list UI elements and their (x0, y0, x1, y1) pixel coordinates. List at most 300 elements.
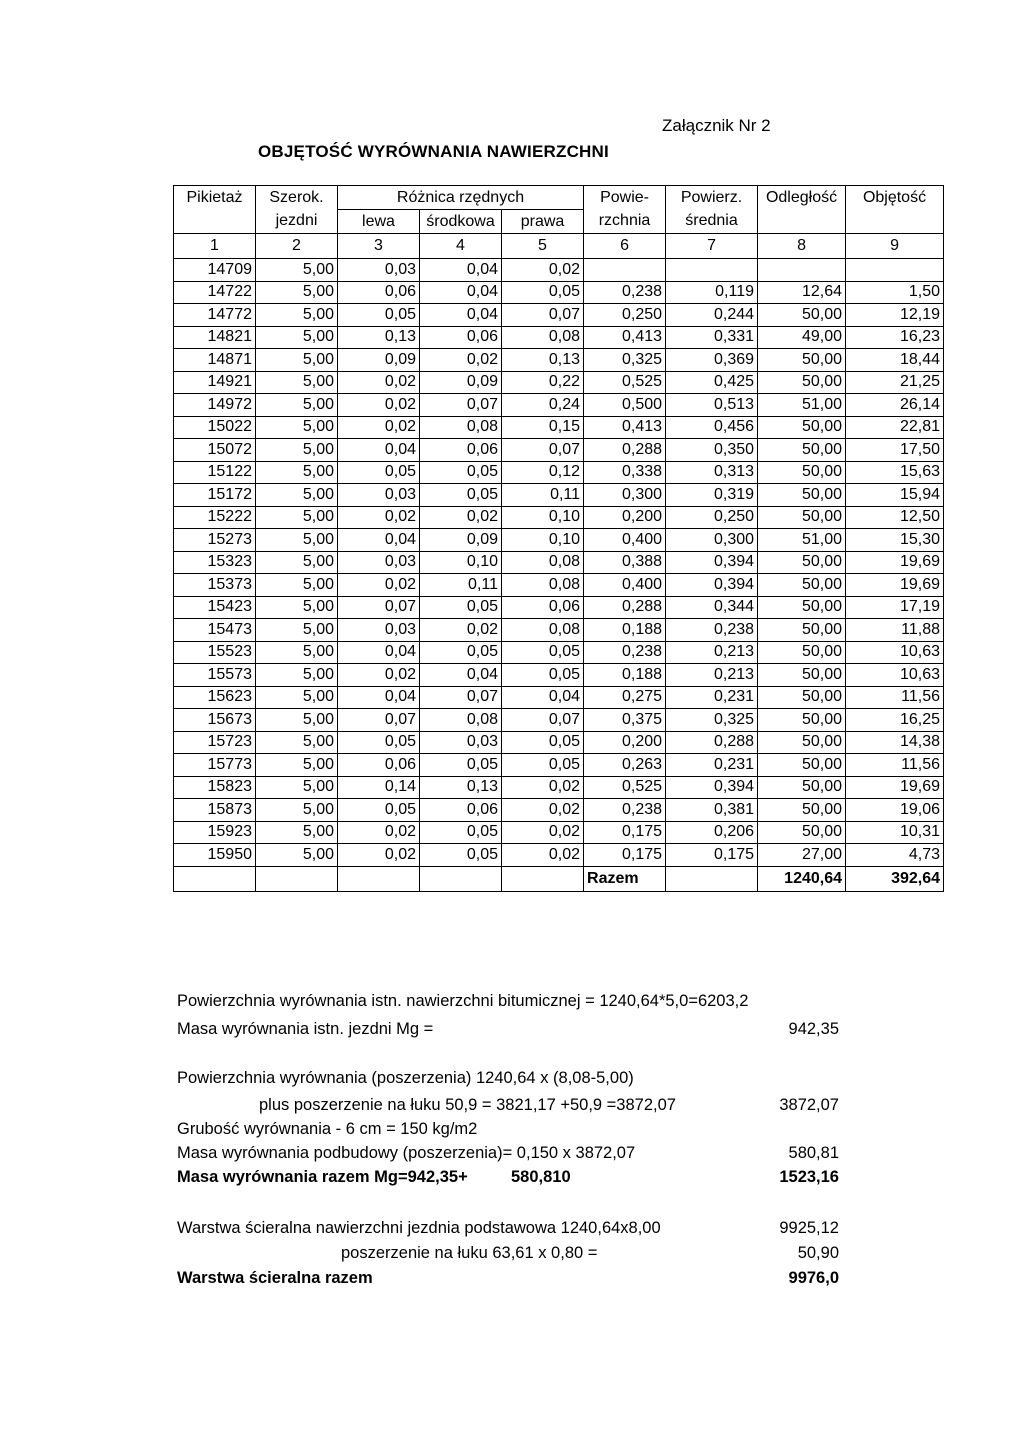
table-cell: 10,63 (846, 641, 944, 664)
table-cell: 0,05 (338, 731, 420, 754)
table-cell: 15273 (174, 529, 256, 552)
note-mass-existing-value: 942,35 (788, 1020, 839, 1038)
table-cell: 0,05 (338, 461, 420, 484)
table-cell: 0,03 (338, 551, 420, 574)
table-cell: 5,00 (256, 619, 338, 642)
table-cell: 0,288 (584, 439, 666, 462)
table-cell: 0,175 (584, 821, 666, 844)
header-empty (846, 210, 944, 234)
table-cell: 0,394 (666, 574, 758, 597)
table-cell: 0,09 (338, 349, 420, 372)
column-number: 2 (256, 234, 338, 259)
table-cell: 0,04 (420, 664, 502, 687)
table-cell: 10,31 (846, 821, 944, 844)
table-cell: 27,00 (758, 844, 846, 867)
table-cell: 16,25 (846, 709, 944, 732)
column-number: 9 (846, 234, 944, 259)
table-cell: 14921 (174, 371, 256, 394)
table-cell: 19,06 (846, 799, 944, 822)
table-cell: 0,02 (338, 394, 420, 417)
table-cell: 0,13 (420, 776, 502, 799)
table-cell: 5,00 (256, 506, 338, 529)
table-cell: 0,394 (666, 776, 758, 799)
table-cell: 0,400 (584, 529, 666, 552)
table-cell: 0,325 (584, 349, 666, 372)
note-wearing-total-value: 9976,0 (788, 1269, 839, 1287)
table-cell: 0,07 (338, 709, 420, 732)
table-cell: 17,50 (846, 439, 944, 462)
table-cell: 12,19 (846, 304, 944, 327)
table-cell: 0,394 (666, 551, 758, 574)
table-cell: 0,08 (502, 551, 584, 574)
table-cell: 50,00 (758, 754, 846, 777)
note-mass-total-value: 1523,16 (779, 1168, 839, 1186)
table-cell: 50,00 (758, 776, 846, 799)
table-cell: 5,00 (256, 394, 338, 417)
table-cell: 14709 (174, 259, 256, 282)
table-cell: 0,200 (584, 506, 666, 529)
table-cell: 0,02 (338, 574, 420, 597)
table-cell: 12,64 (758, 281, 846, 304)
table-cell: 5,00 (256, 776, 338, 799)
table-cell: 0,375 (584, 709, 666, 732)
table-row (174, 754, 944, 777)
table-row (174, 416, 944, 439)
table-cell: 0,300 (666, 529, 758, 552)
table-row (174, 799, 944, 822)
table-cell: 0,331 (666, 326, 758, 349)
table-cell: 0,238 (584, 799, 666, 822)
note-surface-existing: Powierzchnia wyrównania istn. nawierzchni bitumicznej = 1240,64*5,0=6203,2 (177, 992, 749, 1010)
table-cell: 0,08 (420, 709, 502, 732)
table-cell: 50,00 (758, 731, 846, 754)
table-cell: 5,00 (256, 574, 338, 597)
table-cell: 0,04 (502, 686, 584, 709)
table-cell: 0,05 (420, 596, 502, 619)
table-cell: 0,09 (420, 371, 502, 394)
table-cell: 0,525 (584, 776, 666, 799)
table-cell: 0,04 (420, 304, 502, 327)
volume-table (173, 185, 944, 892)
table-cell: 0,02 (420, 619, 502, 642)
table-cell: 15373 (174, 574, 256, 597)
table-cell: 14871 (174, 349, 256, 372)
table-cell: 50,00 (758, 506, 846, 529)
table-cell: 0,325 (666, 709, 758, 732)
total-empty (174, 866, 256, 891)
table-cell: 0,24 (502, 394, 584, 417)
header-lewa: lewa (338, 210, 420, 234)
table-cell: 0,10 (420, 551, 502, 574)
table-cell: 10,63 (846, 664, 944, 687)
table-cell: 50,00 (758, 619, 846, 642)
total-empty (666, 866, 758, 891)
table-cell: 26,14 (846, 394, 944, 417)
table-row (174, 484, 944, 507)
table-cell: 15473 (174, 619, 256, 642)
header-prawa: prawa (502, 210, 584, 234)
table-cell: 15773 (174, 754, 256, 777)
table-cell: 11,56 (846, 686, 944, 709)
table-row (174, 439, 944, 462)
note-wearing-curve-value: 50,90 (797, 1244, 839, 1262)
table-cell: 0,500 (584, 394, 666, 417)
table-cell: 50,00 (758, 641, 846, 664)
table-cell: 15,30 (846, 529, 944, 552)
table-cell: 0,09 (420, 529, 502, 552)
table-cell: 0,02 (338, 664, 420, 687)
table-cell: 5,00 (256, 259, 338, 282)
table-cell: 0,319 (666, 484, 758, 507)
table-cell: 19,69 (846, 574, 944, 597)
table-cell: 0,175 (666, 844, 758, 867)
table-cell: 0,15 (502, 416, 584, 439)
table-cell: 15172 (174, 484, 256, 507)
table-cell: 0,02 (502, 259, 584, 282)
table-cell: 0,200 (584, 731, 666, 754)
table-row (174, 394, 944, 417)
note-mass-total: Masa wyrównania razem Mg=942,35+ (177, 1168, 468, 1186)
table-cell: 5,00 (256, 731, 338, 754)
table-row (174, 304, 944, 327)
table-cell: 0,213 (666, 641, 758, 664)
table-cell: 5,00 (256, 686, 338, 709)
page-title: OBJĘTOŚĆ WYRÓWNANIA NAWIERZCHNI (258, 142, 609, 161)
table-cell: 0,288 (584, 596, 666, 619)
total-empty (502, 866, 584, 891)
table-cell: 0,381 (666, 799, 758, 822)
table-cell: 0,06 (338, 754, 420, 777)
table-cell: 0,14 (338, 776, 420, 799)
table-row (174, 664, 944, 687)
table-cell: 50,00 (758, 574, 846, 597)
header-rzchnia: rzchnia (584, 210, 666, 234)
table-cell: 51,00 (758, 394, 846, 417)
table-cell: 19,69 (846, 776, 944, 799)
table-cell: 50,00 (758, 709, 846, 732)
note-surface-widening: Powierzchnia wyrównania (poszerzenia) 1240,64 x (8,08-5,00) (177, 1069, 634, 1087)
table-row (174, 281, 944, 304)
table-cell: 50,00 (758, 686, 846, 709)
table-cell: 0,07 (502, 304, 584, 327)
table-cell: 50,00 (758, 349, 846, 372)
table-cell: 0,05 (420, 484, 502, 507)
table-cell: 0,04 (338, 641, 420, 664)
note-mass-existing: Masa wyrównania istn. jezdni Mg = (177, 1020, 434, 1038)
note-wearing-course: Warstwa ścieralna nawierzchni jezdnia podstawowa 1240,64x8,00 (177, 1219, 661, 1237)
table-cell: 0,02 (502, 776, 584, 799)
table-body (174, 259, 944, 867)
table-cell: 0,238 (584, 641, 666, 664)
table-cell: 15423 (174, 596, 256, 619)
table-cell: 5,00 (256, 596, 338, 619)
table-cell: 0,07 (420, 686, 502, 709)
table-cell: 0,400 (584, 574, 666, 597)
table-cell: 49,00 (758, 326, 846, 349)
table-cell: 0,05 (502, 281, 584, 304)
table-cell: 0,13 (502, 349, 584, 372)
table-cell: 15723 (174, 731, 256, 754)
note-wearing-curve: poszerzenie na łuku 63,61 x 0,80 = (341, 1244, 598, 1262)
table-cell: 0,07 (338, 596, 420, 619)
table-cell: 0,05 (420, 821, 502, 844)
table-cell: 5,00 (256, 416, 338, 439)
table-row (174, 506, 944, 529)
table-cell: 14821 (174, 326, 256, 349)
table-cell: 11,88 (846, 619, 944, 642)
table-cell: 0,288 (666, 731, 758, 754)
table-cell: 0,263 (584, 754, 666, 777)
table-cell: 0,02 (502, 844, 584, 867)
table-cell: 0,344 (666, 596, 758, 619)
table-cell: 16,23 (846, 326, 944, 349)
table-cell: 5,00 (256, 799, 338, 822)
table-cell: 0,244 (666, 304, 758, 327)
column-number: 4 (420, 234, 502, 259)
table-cell: 0,275 (584, 686, 666, 709)
table-row (174, 551, 944, 574)
table-cell: 0,03 (338, 484, 420, 507)
table-cell: 0,231 (666, 686, 758, 709)
table-cell: 0,04 (420, 281, 502, 304)
table-cell: 51,00 (758, 529, 846, 552)
header-srednia: średnia (666, 210, 758, 234)
header-szerok: Szerok. (256, 186, 338, 210)
table-row (174, 574, 944, 597)
table-cell: 5,00 (256, 326, 338, 349)
table-cell (758, 259, 846, 282)
table-cell: 50,00 (758, 304, 846, 327)
table-cell: 15623 (174, 686, 256, 709)
table-cell: 50,00 (758, 484, 846, 507)
table-cell: 0,05 (338, 304, 420, 327)
table-cell (584, 259, 666, 282)
table-cell: 5,00 (256, 551, 338, 574)
table-cell: 0,05 (338, 799, 420, 822)
table-cell: 0,05 (420, 461, 502, 484)
table-cell: 0,12 (502, 461, 584, 484)
table-cell: 5,00 (256, 821, 338, 844)
table-row (174, 529, 944, 552)
table-cell: 5,00 (256, 754, 338, 777)
table-cell: 0,07 (502, 709, 584, 732)
table-cell: 0,13 (338, 326, 420, 349)
total-empty (420, 866, 502, 891)
table-cell: 5,00 (256, 529, 338, 552)
table-cell: 0,02 (338, 821, 420, 844)
table-cell: 15573 (174, 664, 256, 687)
table-cell: 0,04 (338, 686, 420, 709)
table-row (174, 709, 944, 732)
table-cell: 0,388 (584, 551, 666, 574)
note-mass-total-mid: 580,810 (511, 1168, 571, 1186)
table-cell: 0,05 (420, 754, 502, 777)
table-cell: 0,250 (666, 506, 758, 529)
table-cell: 5,00 (256, 844, 338, 867)
table-cell: 0,08 (502, 574, 584, 597)
table-row (174, 371, 944, 394)
table-cell: 14,38 (846, 731, 944, 754)
table-row (174, 641, 944, 664)
table-cell: 0,02 (338, 844, 420, 867)
table-cell: 11,56 (846, 754, 944, 777)
table-cell: 15923 (174, 821, 256, 844)
table-cell: 22,81 (846, 416, 944, 439)
table-cell: 0,456 (666, 416, 758, 439)
table-cell: 0,08 (420, 416, 502, 439)
note-wearing-total: Warstwa ścieralna razem (177, 1269, 373, 1287)
table-cell: 0,07 (502, 439, 584, 462)
table-row (174, 596, 944, 619)
header-powierz: Powierz. (666, 186, 758, 210)
table-cell: 19,69 (846, 551, 944, 574)
table-cell: 0,05 (502, 641, 584, 664)
table-cell: 0,08 (502, 619, 584, 642)
table-cell: 0,188 (584, 664, 666, 687)
table-cell: 0,175 (584, 844, 666, 867)
table-cell: 0,02 (502, 821, 584, 844)
table-cell: 0,06 (338, 281, 420, 304)
table-cell (666, 259, 758, 282)
table-cell: 0,119 (666, 281, 758, 304)
table-row (174, 349, 944, 372)
table-cell: 15,63 (846, 461, 944, 484)
table-row (174, 776, 944, 799)
table-cell: 14972 (174, 394, 256, 417)
table-cell: 0,11 (420, 574, 502, 597)
table-cell: 5,00 (256, 664, 338, 687)
table-cell: 0,06 (502, 596, 584, 619)
table-row (174, 461, 944, 484)
table-cell: 15873 (174, 799, 256, 822)
table-cell: 5,00 (256, 709, 338, 732)
table-cell: 5,00 (256, 371, 338, 394)
table-cell: 0,07 (420, 394, 502, 417)
table-row (174, 731, 944, 754)
table-row (174, 686, 944, 709)
header-jezdni: jezdni (256, 210, 338, 234)
table-cell: 15323 (174, 551, 256, 574)
table-cell: 0,188 (584, 619, 666, 642)
table-cell: 0,02 (338, 506, 420, 529)
table-cell: 0,10 (502, 529, 584, 552)
table-cell: 50,00 (758, 416, 846, 439)
table-cell: 0,03 (338, 619, 420, 642)
table-cell: 0,03 (420, 731, 502, 754)
table-cell: 0,02 (420, 349, 502, 372)
total-label: Razem (584, 866, 666, 891)
header-roznica: Różnica rzędnych (338, 186, 584, 210)
column-number: 3 (338, 234, 420, 259)
table-cell: 50,00 (758, 821, 846, 844)
table-cell: 5,00 (256, 304, 338, 327)
table-cell: 15,94 (846, 484, 944, 507)
table-cell: 0,11 (502, 484, 584, 507)
table-cell: 15673 (174, 709, 256, 732)
table-cell: 15022 (174, 416, 256, 439)
header-srodkowa: środkowa (420, 210, 502, 234)
total-objetosc: 392,64 (846, 866, 944, 891)
table-cell: 5,00 (256, 484, 338, 507)
header-empty (758, 210, 846, 234)
table-cell: 15523 (174, 641, 256, 664)
table-cell: 50,00 (758, 461, 846, 484)
column-number: 5 (502, 234, 584, 259)
table-cell: 0,04 (420, 259, 502, 282)
table-cell: 0,513 (666, 394, 758, 417)
header-odleglosc: Odległość (758, 186, 846, 210)
table-cell: 15950 (174, 844, 256, 867)
column-number: 1 (174, 234, 256, 259)
header-pikietaz: Pikietaż (174, 186, 256, 210)
table-cell: 15823 (174, 776, 256, 799)
table-cell: 0,300 (584, 484, 666, 507)
table-cell: 14772 (174, 304, 256, 327)
table-cell (846, 259, 944, 282)
table-cell: 0,413 (584, 326, 666, 349)
total-odleglosc: 1240,64 (758, 866, 846, 891)
header-row-1 (174, 186, 944, 210)
table-cell: 0,06 (420, 799, 502, 822)
table-row (174, 821, 944, 844)
table-cell: 0,04 (338, 439, 420, 462)
column-number-row (174, 234, 944, 259)
table-cell: 15122 (174, 461, 256, 484)
table-cell: 17,19 (846, 596, 944, 619)
total-empty (256, 866, 338, 891)
table-cell: 0,338 (584, 461, 666, 484)
attachment-label: Załącznik Nr 2 (662, 116, 771, 135)
table-cell: 0,05 (502, 754, 584, 777)
column-number: 6 (584, 234, 666, 259)
table-cell: 0,05 (502, 731, 584, 754)
table-cell: 0,238 (584, 281, 666, 304)
header-row-2 (174, 210, 944, 234)
table-cell: 5,00 (256, 349, 338, 372)
table-cell: 5,00 (256, 461, 338, 484)
table-cell: 21,25 (846, 371, 944, 394)
table-cell: 0,425 (666, 371, 758, 394)
table-cell: 5,00 (256, 439, 338, 462)
table-row (174, 619, 944, 642)
table-cell: 0,525 (584, 371, 666, 394)
table-cell: 0,08 (502, 326, 584, 349)
table-cell: 5,00 (256, 641, 338, 664)
table-cell: 50,00 (758, 596, 846, 619)
table-cell: 0,10 (502, 506, 584, 529)
table-cell: 15222 (174, 506, 256, 529)
note-mass-widening-value: 580,81 (788, 1144, 839, 1162)
note-curve-widening-value: 3872,07 (779, 1096, 839, 1114)
header-empty (174, 210, 256, 234)
note-mass-widening: Masa wyrównania podbudowy (poszerzenia)= 0,150 x 3872,07 (177, 1144, 636, 1162)
table-cell: 50,00 (758, 799, 846, 822)
table-cell: 0,350 (666, 439, 758, 462)
total-empty (338, 866, 420, 891)
header-powie: Powie- (584, 186, 666, 210)
table-cell: 0,250 (584, 304, 666, 327)
table-cell: 0,05 (502, 664, 584, 687)
table-cell: 0,313 (666, 461, 758, 484)
table-cell: 14722 (174, 281, 256, 304)
table-cell: 0,04 (338, 529, 420, 552)
table-cell: 18,44 (846, 349, 944, 372)
table-cell: 0,05 (420, 641, 502, 664)
note-thickness: Grubość wyrównania - 6 cm = 150 kg/m2 (177, 1120, 478, 1138)
table-cell: 0,02 (420, 506, 502, 529)
table-cell: 0,02 (338, 416, 420, 439)
column-number: 7 (666, 234, 758, 259)
